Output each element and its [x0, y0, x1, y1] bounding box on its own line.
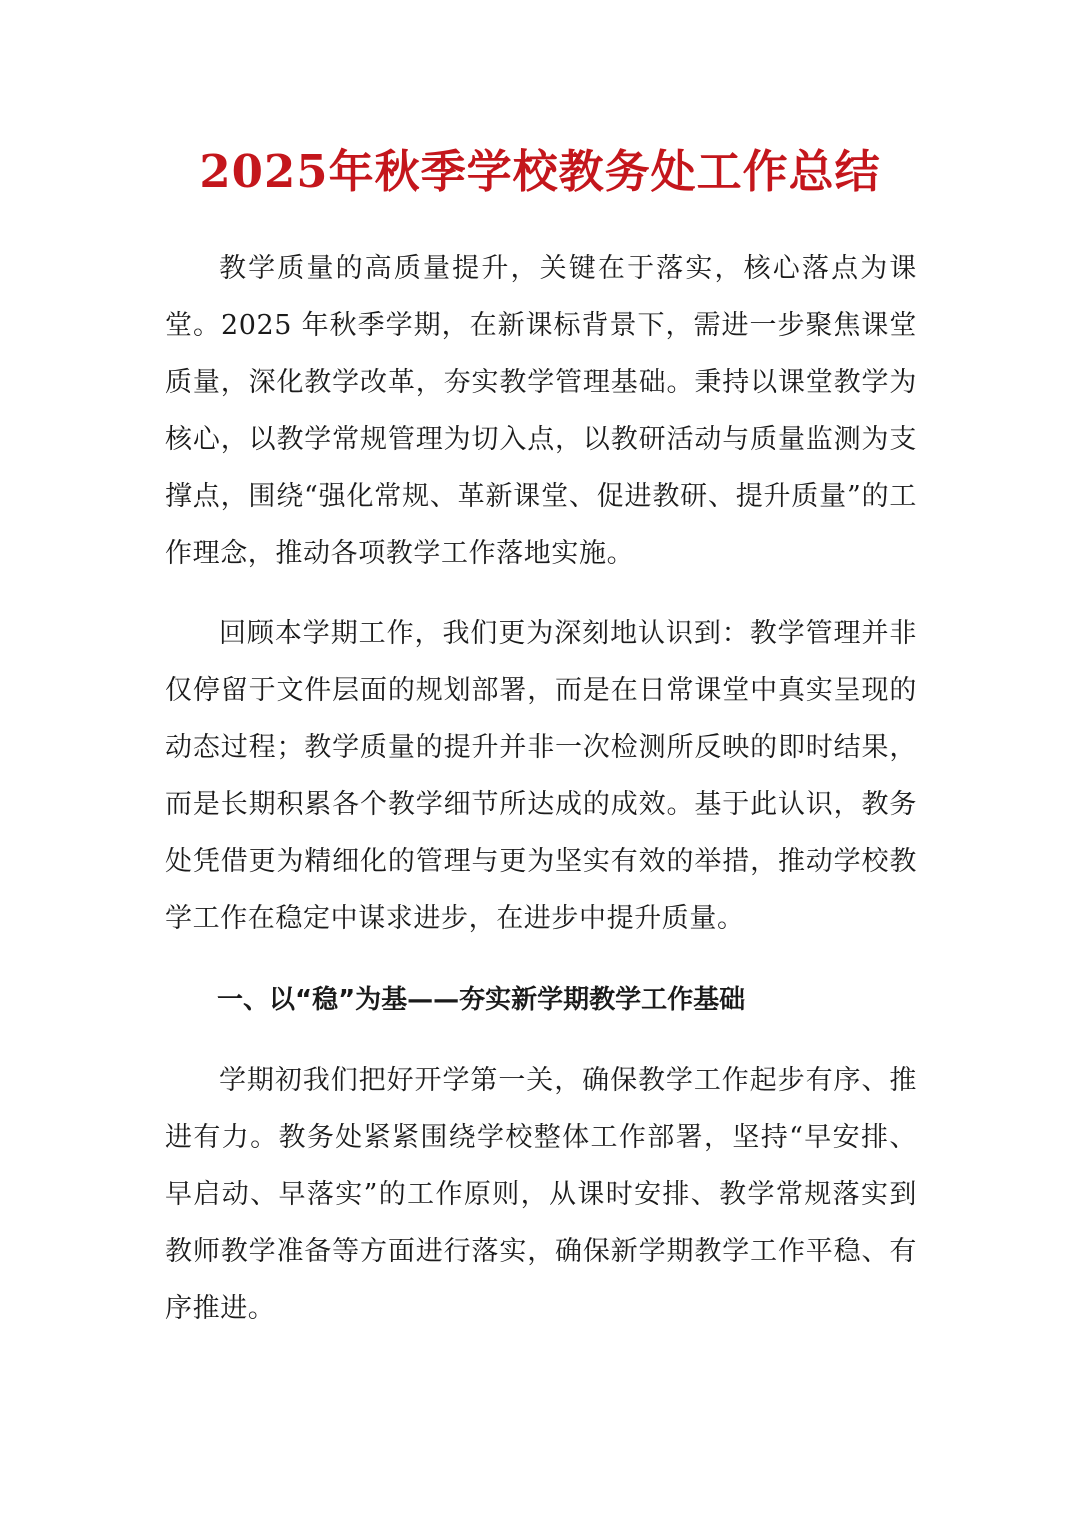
- section-heading: 一、以“稳”为基——夯实新学期教学工作基础: [217, 985, 746, 1015]
- section-paragraph: 学期初我们把好开学第一关，确保教学工作起步有序、推进有力。教务处紧紧围绕学校整体工作部署，坚持“早安排、早启动、早落实”的工作原则，从课时安排、教学常规落实到教师教学准备等方面进行落实，确保新学期教学工作平稳、有序推进。: [165, 1065, 917, 1324]
- intro-paragraph: 教学质量的高质量提升，关键在于落实，核心落点为课堂。2025 年秋季学期，在新课标背景下，需进一步聚焦课堂质量，深化教学改革，夯实教学管理基础。秉持以课堂教学为核心，以教学常规管理为切入点，以教研活动与质量监测为支撑点，围绕“强化常规、革新课堂、促进教研、提升质量”的工作理念，推动各项教学工作落地实施。: [165, 253, 917, 569]
- review-paragraph: 回顾本学期工作，我们更为深刻地认识到：教学管理并非仅停留于文件层面的规划部署，而是在日常课堂中真实呈现的动态过程；教学质量的提升并非一次检测所反映的即时结果，而是长期积累各个教学细节所达成的成效。基于此认识，教务处凭借更为精细化的管理与更为坚实有效的举措，推动学校教学工作在稳定中谋求进步，在进步中提升质量。: [165, 618, 917, 934]
- document-title: 2025年秋季学校教务处工作总结: [199, 145, 881, 198]
